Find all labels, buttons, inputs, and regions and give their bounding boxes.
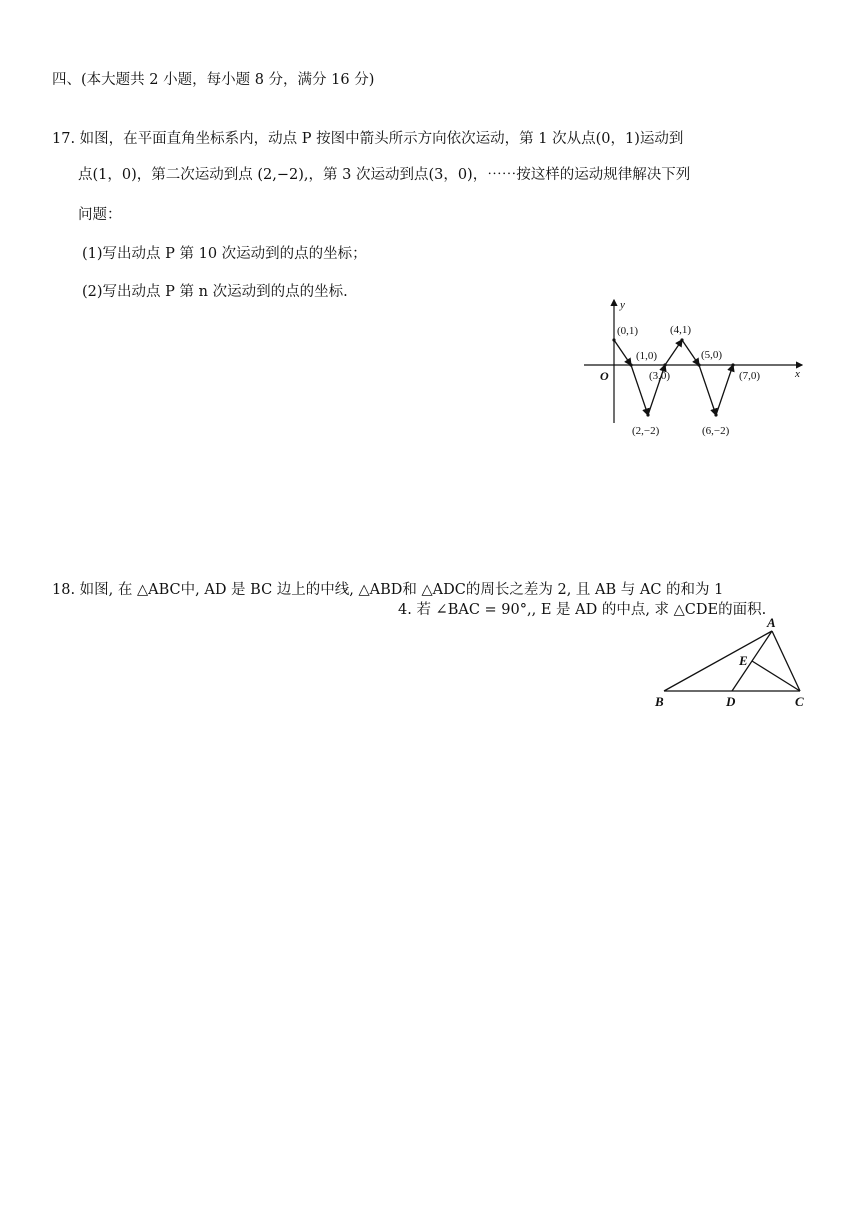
point-marker	[680, 338, 683, 341]
point-label: (4,1)	[670, 324, 692, 336]
point-label: (1,0)	[636, 350, 658, 362]
point-marker	[697, 363, 700, 366]
point-marker	[714, 413, 717, 416]
point-label: (7,0)	[739, 370, 761, 382]
q17-coordinate-figure	[578, 298, 818, 438]
path-segment	[614, 340, 631, 365]
point-label: (0,1)	[617, 325, 639, 337]
q17-axis-y-label: y	[620, 299, 625, 311]
point-label: (2,−2)	[632, 425, 660, 437]
q18-line-1: 18. 如图, 在 △ABC中, AD 是 BC 边上的中线, △ABD和 △ADC的周长之差为 2, 且 AB 与 AC 的和为 1	[52, 582, 724, 598]
point-marker	[646, 413, 649, 416]
label-c: C	[795, 694, 804, 709]
path-segment	[716, 365, 733, 415]
section-heading: 四、(本大题共 2 小题，每小题 8 分，满分 16 分)	[52, 72, 375, 88]
path-segment	[665, 340, 682, 365]
q17-part-2: (2)写出动点 P 第 n 次运动到的点的坐标.	[82, 284, 348, 300]
label-b: B	[655, 694, 664, 709]
q17-part-1: (1)写出动点 P 第 10 次运动到的点的坐标；	[82, 246, 367, 262]
point-label: (6,−2)	[702, 425, 730, 437]
point-marker	[612, 338, 615, 341]
point-marker	[629, 363, 632, 366]
path-segment	[682, 340, 699, 365]
point-label: (3,0)	[649, 370, 671, 382]
label-d: D	[726, 694, 736, 709]
segment-ab	[664, 631, 772, 691]
point-marker	[731, 363, 734, 366]
label-e: E	[739, 653, 748, 668]
q18-line-2: 4. 若 ∠BAC = 90°,, E 是 AD 的中点, 求 △CDE的面积.	[398, 602, 767, 618]
point-marker	[663, 363, 666, 366]
q17-line-2: 点(1，0)，第二次运动到点 (2,−2),，第 3 次运动到点(3，0)，⋯⋯按这样的运动规律解决下列	[78, 167, 691, 183]
point-label: (5,0)	[701, 349, 723, 361]
label-a: A	[767, 615, 776, 630]
q17-line-1: 17. 如图，在平面直角坐标系内，动点 P 按图中箭头所示方向依次运动，第 1 次从点(0，1)运动到	[52, 131, 684, 147]
q17-origin-label: O	[600, 369, 609, 383]
q17-line-3: 问题：	[78, 207, 122, 223]
path-segment	[699, 365, 716, 415]
q17-axis-x-label: x	[795, 368, 800, 380]
path-segment	[631, 365, 648, 415]
q18-triangle-figure	[650, 615, 820, 715]
